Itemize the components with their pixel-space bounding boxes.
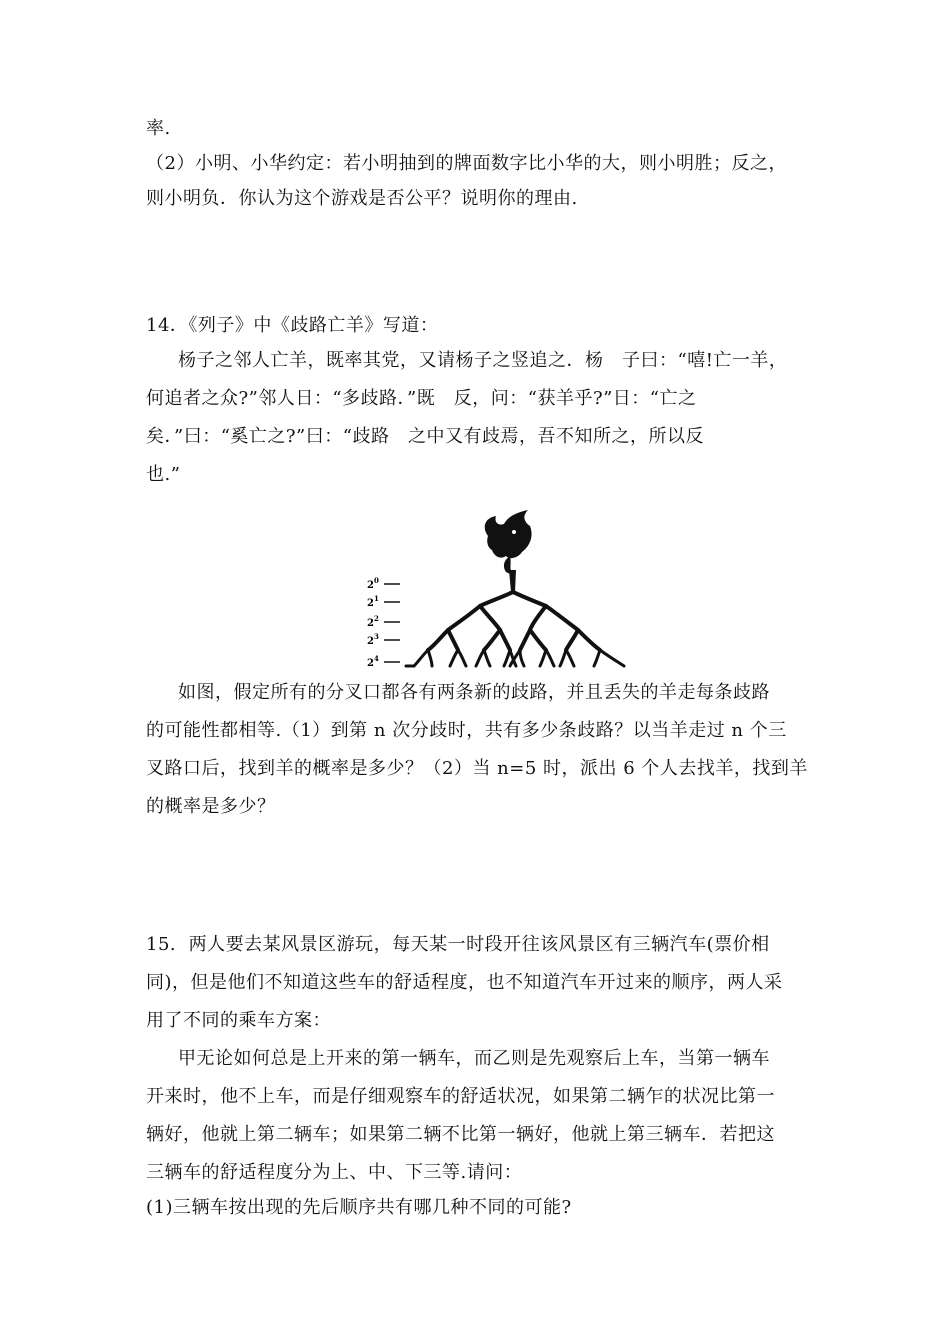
q15-plan-line-2: 开来时，他不上车，而是仔细观察车的舒适状况，如果第二辆乍的状况比第一	[146, 1086, 775, 1107]
level-label-0: $2^0$	[367, 576, 379, 591]
level-label-2: $2^2$	[367, 614, 379, 629]
q14-story-line-3: 矣．”曰：“奚亡之?”曰：“歧路 之中又有歧焉，吾不知所之，所以反	[146, 426, 704, 447]
level-label-4: $2^4$	[367, 654, 379, 669]
q13-text-line-3: 则小明负．你认为这个游戏是否公平？说明你的理由.	[146, 188, 578, 209]
forking-roads-svg	[362, 506, 632, 672]
q15-intro-line-2: 同)，但是他们不知道这些车的舒适程度，也不知道汽车开过来的顺序，两人采	[146, 972, 783, 993]
q13-text-line-1: 率.	[146, 118, 171, 139]
q14-question-line-1: 如图，假定所有的分叉口都各有两条新的歧路，并且丢失的羊走每条歧路	[178, 682, 770, 703]
q15-intro-line-1: 15. 两人要去某风景区游玩，每天某一时段开往该风景区有三辆汽车(票价相	[146, 934, 770, 955]
level-label-3: $2^3$	[367, 632, 379, 647]
q15-plan-line-3: 辆好，他就上第二辆车；如果第二辆不比第一辆好，他就上第三辆车．若把这	[146, 1124, 775, 1145]
q15-plan-line-1: 甲无论如何总是上开来的第一辆车，而乙则是先观察后上车，当第一辆车	[178, 1048, 770, 1069]
level-label-1: $2^1$	[367, 594, 379, 609]
branch-tree	[428, 592, 600, 650]
leaf-branches	[406, 650, 624, 666]
q13-text-line-2: （2）小明、小华约定：若小明抽到的牌面数字比小华的大，则小明胜；反之，	[146, 153, 787, 174]
q14-story-line-1: 杨子之邻人亡羊，既率其党，又请杨子之竖追之．杨 子曰：“嘻!亡一羊，	[178, 350, 788, 371]
q15-sub-question-1: (1)三辆车按出现的先后顺序共有哪几种不同的可能?	[146, 1197, 572, 1218]
q14-question-line-3: 叉路口后，找到羊的概率是多少？（2）当 n=5 时，派出 6 个人去找羊，找到羊	[146, 758, 808, 779]
q15-plan-line-4: 三辆车的舒适程度分为上、中、下三等.请问：	[146, 1162, 523, 1183]
q14-story-line-2: 何追者之众?”邻人日：“多歧路．”既 反，问：“获羊乎?”日：“亡之	[146, 388, 697, 409]
q14-story-line-4: 也.”	[146, 464, 181, 485]
q14-question-line-4: 的概率是多少？	[146, 796, 276, 817]
level-labels	[367, 576, 400, 669]
q15-intro-line-3: 用了不同的乘车方案：	[146, 1010, 331, 1031]
q14-question-line-2: 的可能性都相等.（1）到第 n 次分歧时，共有多少条歧路？以当羊走过 n 个三	[146, 720, 787, 741]
forking-roads-figure	[362, 506, 632, 672]
q14-title: 14．《列子》中《歧路亡羊》写道：	[146, 315, 439, 336]
goat-head-icon	[485, 510, 532, 576]
